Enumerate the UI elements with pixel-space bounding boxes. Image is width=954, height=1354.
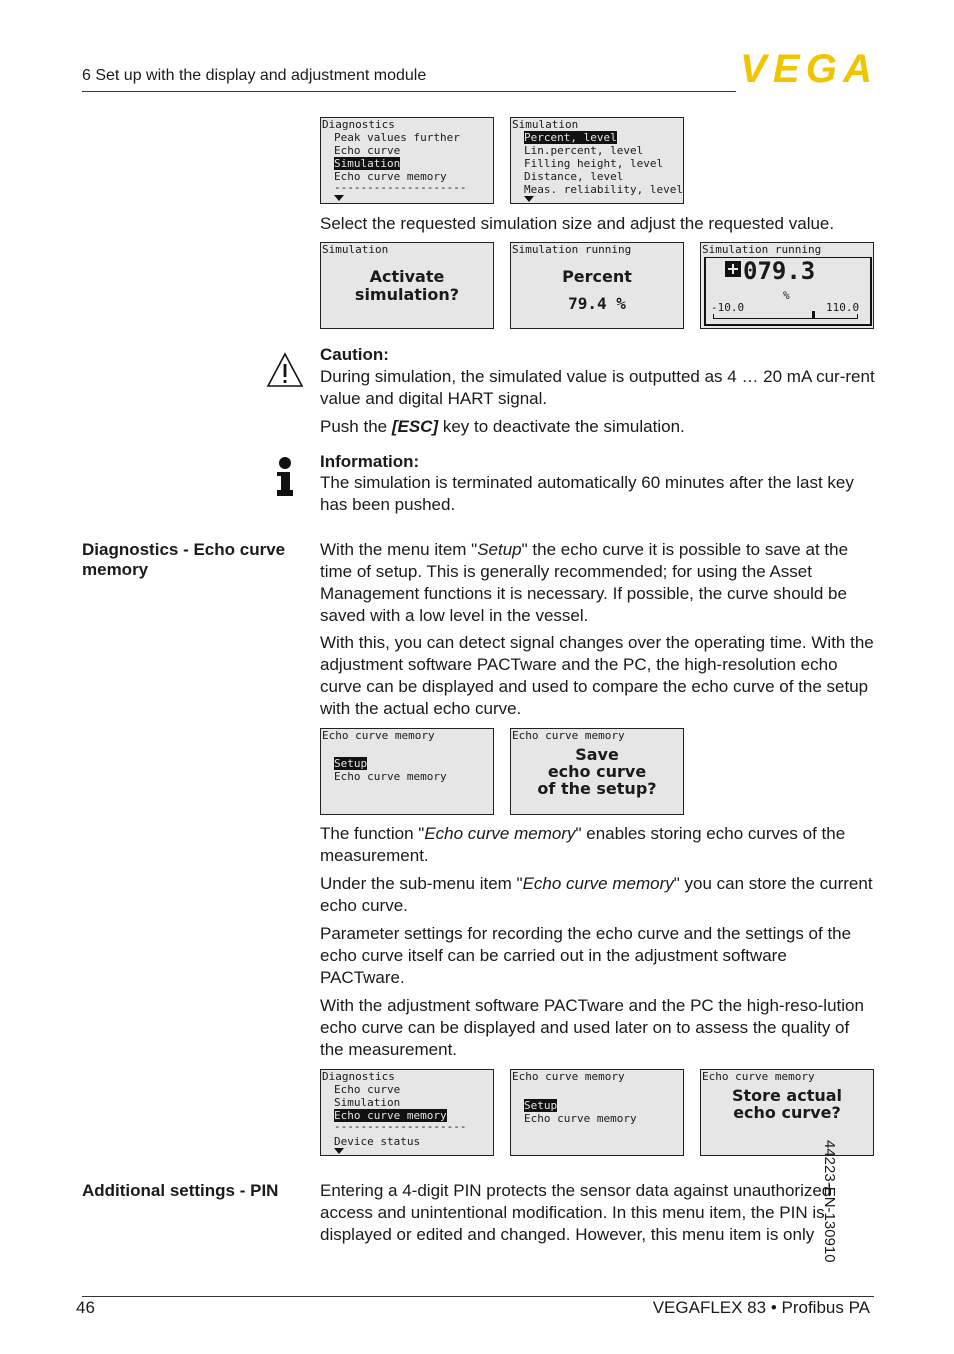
lcd-store-echo-curve: Echo curve memory Store actual echo curve? [700, 1069, 874, 1156]
selected-item: Setup [524, 1099, 558, 1112]
scale-marker [812, 311, 815, 319]
echo-paragraph-5: Parameter settings for recording the echo curve and the settings of the echo curve itself can be carried out in the adjustment software PACTware. [320, 924, 852, 987]
vega-logo [740, 50, 874, 86]
info-icon [274, 456, 296, 498]
selected-item: Setup [334, 757, 368, 770]
caution-text: During simulation, the simulated value is outputted as 4 … 20 mA cur-rent value and digital HART signal. [320, 367, 875, 408]
echo-paragraph-6: With the adjustment software PACTware and the PC the high-reso-lution echo curve can be displayed and used later on to assess the quality of the measurement. [320, 996, 864, 1059]
echo-paragraph-2: With this, you can detect signal changes over the operating time. With the adjustment software PACTware and the PC, the high-resolution echo curve can be displayed and used to compare the echo curve of the setup with the actual echo curve. [320, 633, 874, 718]
echo-paragraph-3: The function "Echo curve memory" enables storing echo curves of the measurement. [320, 824, 846, 865]
lcd-echo-memory-menu: Echo curve memory Setup Echo curve memory [320, 728, 494, 815]
selected-item: Percent, level [524, 131, 617, 144]
lcd-diagnostics-menu-2: Diagnostics Echo curve Simulation Echo curve memory -------------------- Device status [320, 1069, 494, 1156]
lcd-simulation-menu: Simulation Percent, level Lin.percent, level Filling height, level Distance, level Meas. reliability, level [510, 117, 684, 204]
echo-paragraph-1: With the menu item "Setup" the echo curve it is possible to save at the time of setup. This is generally recommended; for using the Asset Management functions it is necessary. If possible, the curve should be saved with a low level in the vessel. [320, 540, 849, 625]
page-number: 46 [76, 1298, 95, 1317]
lcd-diagnostics-menu: Diagnostics Peak values further Echo curve Simulation Echo curve memory -------------------- [320, 117, 494, 204]
esc-key: [ESC] [391, 417, 439, 436]
section-header: 6 Set up with the display and adjustment module [82, 67, 427, 84]
footer-product: VEGAFLEX 83 • Profibus PA [652, 1298, 870, 1317]
sim-value: 079.3 [743, 257, 816, 285]
caution-esc-line: Push the [ESC] key to deactivate the simulation. [320, 417, 685, 436]
lcd-simulation-value: Simulation running 079.3 % -10.0 110.0 [700, 242, 874, 329]
svg-text:VEGA: VEGA [740, 50, 872, 86]
footer-rule [82, 1296, 874, 1297]
plus-sign-icon [725, 261, 741, 277]
echo-paragraph-4: Under the sub-menu item "Echo curve memory" you can store the current echo curve. [320, 874, 873, 915]
lcd-activate-simulation: Simulation Activate simulation? [320, 242, 494, 329]
lcd-simulation-running: Simulation running Percent 79.4 % [510, 242, 684, 329]
side-heading-echo-memory: Diagnostics - Echo curve memory [82, 540, 286, 579]
selected-item: Simulation [334, 157, 401, 170]
side-heading-pin: Additional settings - PIN [82, 1181, 279, 1200]
lcd-save-echo-curve: Echo curve memory Save echo curve of the setup? [510, 728, 684, 815]
selected-item: Echo curve memory [334, 1109, 447, 1122]
warning-triangle-icon [266, 352, 304, 388]
info-heading: Information: [320, 452, 420, 471]
scale-bar [713, 318, 857, 319]
paragraph-select: Select the requested simulation size and adjust the requested value. [320, 214, 835, 233]
scroll-down-icon [334, 195, 344, 201]
caution-heading: Caution: [320, 345, 389, 364]
scroll-down-icon [524, 196, 534, 202]
header-rule [82, 91, 736, 92]
scroll-down-icon [334, 1148, 344, 1154]
lcd-echo-memory-menu-2: Echo curve memory Setup Echo curve memory [510, 1069, 684, 1156]
pin-paragraph: Entering a 4-digit PIN protects the sensor data against unauthorized access and unintentional modification. In this menu item, the PIN is displayed or edited and changed. However, this menu item is only [320, 1181, 832, 1244]
info-text: The simulation is terminated automatically 60 minutes after the last key has been pushed. [320, 473, 854, 514]
